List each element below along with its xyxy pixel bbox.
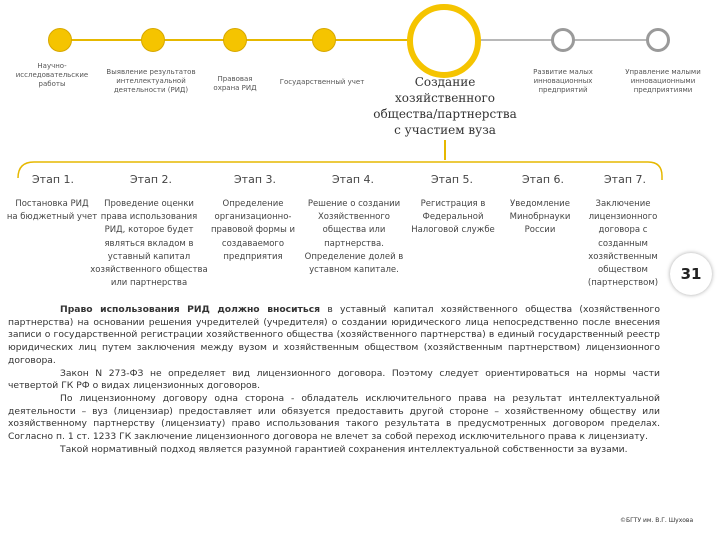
step-label-4: Государственный учет (279, 78, 365, 86)
stage-desc-6: Уведомление Минобрнауки России (509, 199, 571, 236)
stage-desc-3: Определение организационно- правовой формы и создаваемого предприятия (210, 199, 296, 262)
stage-7: Этап 7. (603, 173, 646, 186)
stage-6: Этап 6. (521, 173, 564, 186)
step-circle-3 (223, 28, 247, 52)
step-circle-2 (141, 28, 165, 52)
step-circle-1 (48, 28, 72, 52)
stage-desc-7: Заключение лицензионного договора с созданным хозяйственным обществом (партнерством) (587, 199, 659, 289)
paragraph-3 (8, 393, 660, 444)
paragraph-3-text: По лицензионному договору одна сторона - обладатель исключительного права на результат интеллектуальной деятельности – вуз (лицензиар) предоставляет или обязуется предоставить другой стороне – хозяйственному обществу или хозяйственному партнерству (лицензиату) право использования такого результата в предусмотренных договором пределах. Согласно п. 1 ст. 1233 ГК заключение лицензионного договора не влечет за собой переход исключительного права к лицензиату. (8, 392, 660, 443)
stage-3: Этап 3. (233, 173, 276, 186)
paragraph-4-text: Такой нормативный подход является разумной гарантией сохранения интеллектуальной собственности за вузами. (60, 443, 628, 455)
step-circle-7 (646, 28, 670, 52)
stage-5: Этап 5. (430, 173, 473, 186)
step-label-3: Правовая охрана РИД (213, 75, 257, 92)
stage-2: Этап 2. (129, 173, 172, 186)
paragraph-1 (8, 304, 660, 368)
page-number: 31 (670, 253, 712, 295)
body-text (8, 304, 660, 456)
step-label-7: Управление малыми инновационными предприятиями (625, 68, 701, 94)
step-circle-5-active (407, 4, 481, 78)
paragraph-2-text: Закон N 273-ФЗ не определяет вид лицензионного договора. Поэтому следует ориентироваться на нормы части четвертой ГК РФ о видах лицензионных договоров. (8, 367, 660, 392)
copyright-footer: ©БГТУ им. В.Г. Шухова (620, 517, 694, 524)
paragraph-1-text: в уставный капитал хозяйственного общества (хозяйственного партнерства) на основании решения учредителей (учредителя) о создании юридического лица непосредственно после внесения записи о государственной регистрации хозяйственного общества (хозяйственного партнерства) в единый государственный реестр юридических лиц путем заключения между вузом и хозяйственным обществом (хозяйственным партнерством) лицензионного договора. (8, 304, 660, 366)
step-label-5: Создание хозяйственного общества/партнерства с участием вуза (373, 75, 517, 137)
paragraph-1-bold-lead: Право использования РИД должно вноситься (60, 304, 321, 315)
stage-1: Этап 1. (31, 173, 74, 186)
step-label-2: Выявление результатов интеллектуальной деятельности (РИД) (106, 68, 196, 94)
paragraph-2 (8, 368, 660, 393)
stage-desc-1: Постановка РИД на бюджетный учет (6, 199, 98, 223)
stage-desc-2: Проведение оценки права использования РИД, которое будет являться вкладом в уставный капитал хозяйственного общества или партнерства (90, 199, 208, 289)
stage-4: Этап 4. (331, 173, 374, 186)
stage-desc-4: Решение о создании Хозяйственного общества или партнерства. Определение долей в уставном капитале. (304, 199, 404, 276)
step-circle-6 (551, 28, 575, 52)
stage-desc-5: Регистрация в Федеральной Налоговой службе (411, 199, 495, 236)
step-label-1: Научно- исследовательские работы (15, 62, 89, 88)
process-timeline (0, 0, 720, 180)
step-label-6: Развитие малых инновационных предприятий (533, 68, 593, 94)
paragraph-4 (8, 444, 660, 457)
step-circle-4 (312, 28, 336, 52)
